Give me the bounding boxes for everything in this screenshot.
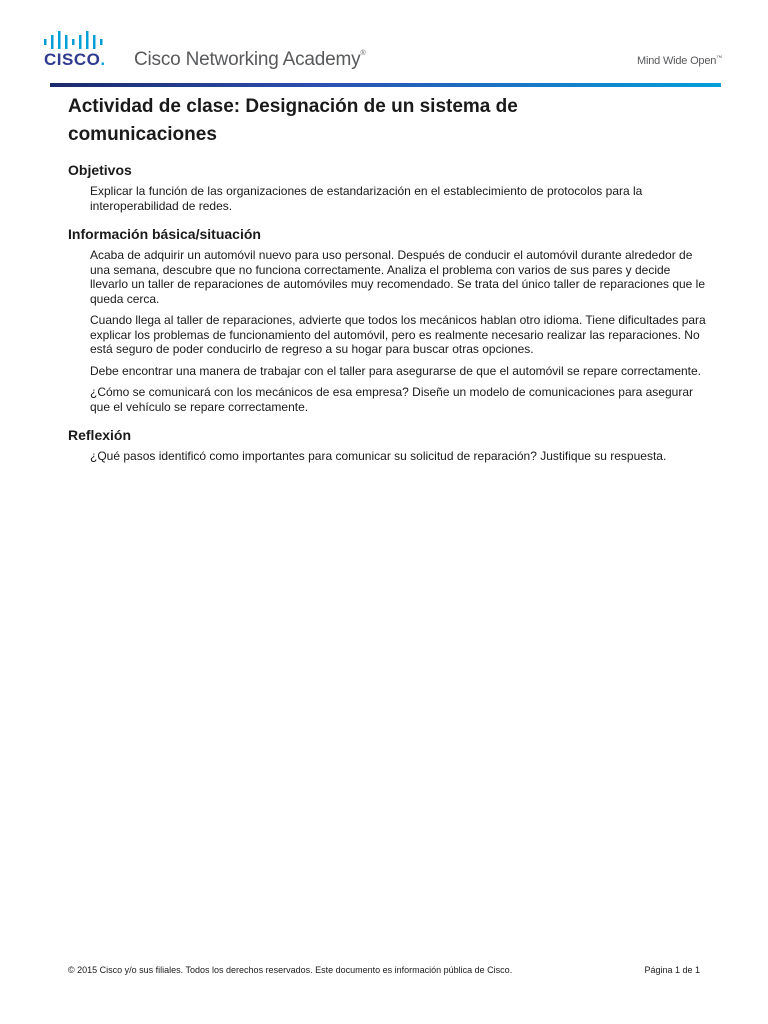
section-heading-informacion: Información básica/situación xyxy=(68,226,261,242)
page-header xyxy=(0,0,768,90)
section-heading-objetivos: Objetivos xyxy=(68,162,132,178)
section-heading-reflexion: Reflexión xyxy=(68,427,132,443)
paragraph: Cuando llega al taller de reparaciones, advierte que todos los mecánicos hablan otro idioma. Tiene dificultades para explicar los problemas de funcionamiento del automóvil, pero es realmente necesario realizar las reparaciones. No está seguro de poder conducirlo de regreso a su hogar para buscar otras opciones. xyxy=(90,313,706,356)
paragraph: Debe encontrar una manera de trabajar con el taller para asegurarse de que el automóvil se repare correctamente. xyxy=(90,363,702,378)
document-body xyxy=(68,93,708,471)
paragraph: ¿Qué pasos identificó como importantes para comunicar su solicitud de reparación? Justifique su respuesta. xyxy=(90,449,667,463)
cisco-logo-bars-icon xyxy=(44,31,114,49)
academy-name: Cisco Networking Academy® xyxy=(134,49,366,70)
paragraph: ¿Cómo se comunicará con los mecánicos de esa empresa? Diseñe un modelo de comunicaciones para asegurar que el vehículo se repare correctamente. xyxy=(90,385,693,414)
tagline: Mind Wide Open™ xyxy=(637,55,722,67)
copyright-notice: © 2015 Cisco y/o sus filiales. Todos los derechos reservados. Este documento es información pública de Cisco. xyxy=(68,965,513,975)
page-number: Página 1 de 1 xyxy=(644,965,700,975)
header-divider xyxy=(50,83,721,87)
document-title: Actividad de clase: Designación de un sistema de comunicaciones xyxy=(68,96,518,145)
paragraph: Explicar la función de las organizaciones de estandarización en el establecimiento de protocolos para la interoperabilidad de redes. xyxy=(90,184,643,213)
paragraph: Acaba de adquirir un automóvil nuevo para uso personal. Después de conducir el automóvil durante alrededor de una semana, descubre que no funciona correctamente. Analiza el problema con varios de sus pares y decide llevarlo un taller de reparaciones de automóviles muy recomendado. Se trata del único taller de reparaciones que le queda cerca. xyxy=(90,248,706,306)
cisco-logo-wordmark: CISCO. xyxy=(44,50,106,69)
